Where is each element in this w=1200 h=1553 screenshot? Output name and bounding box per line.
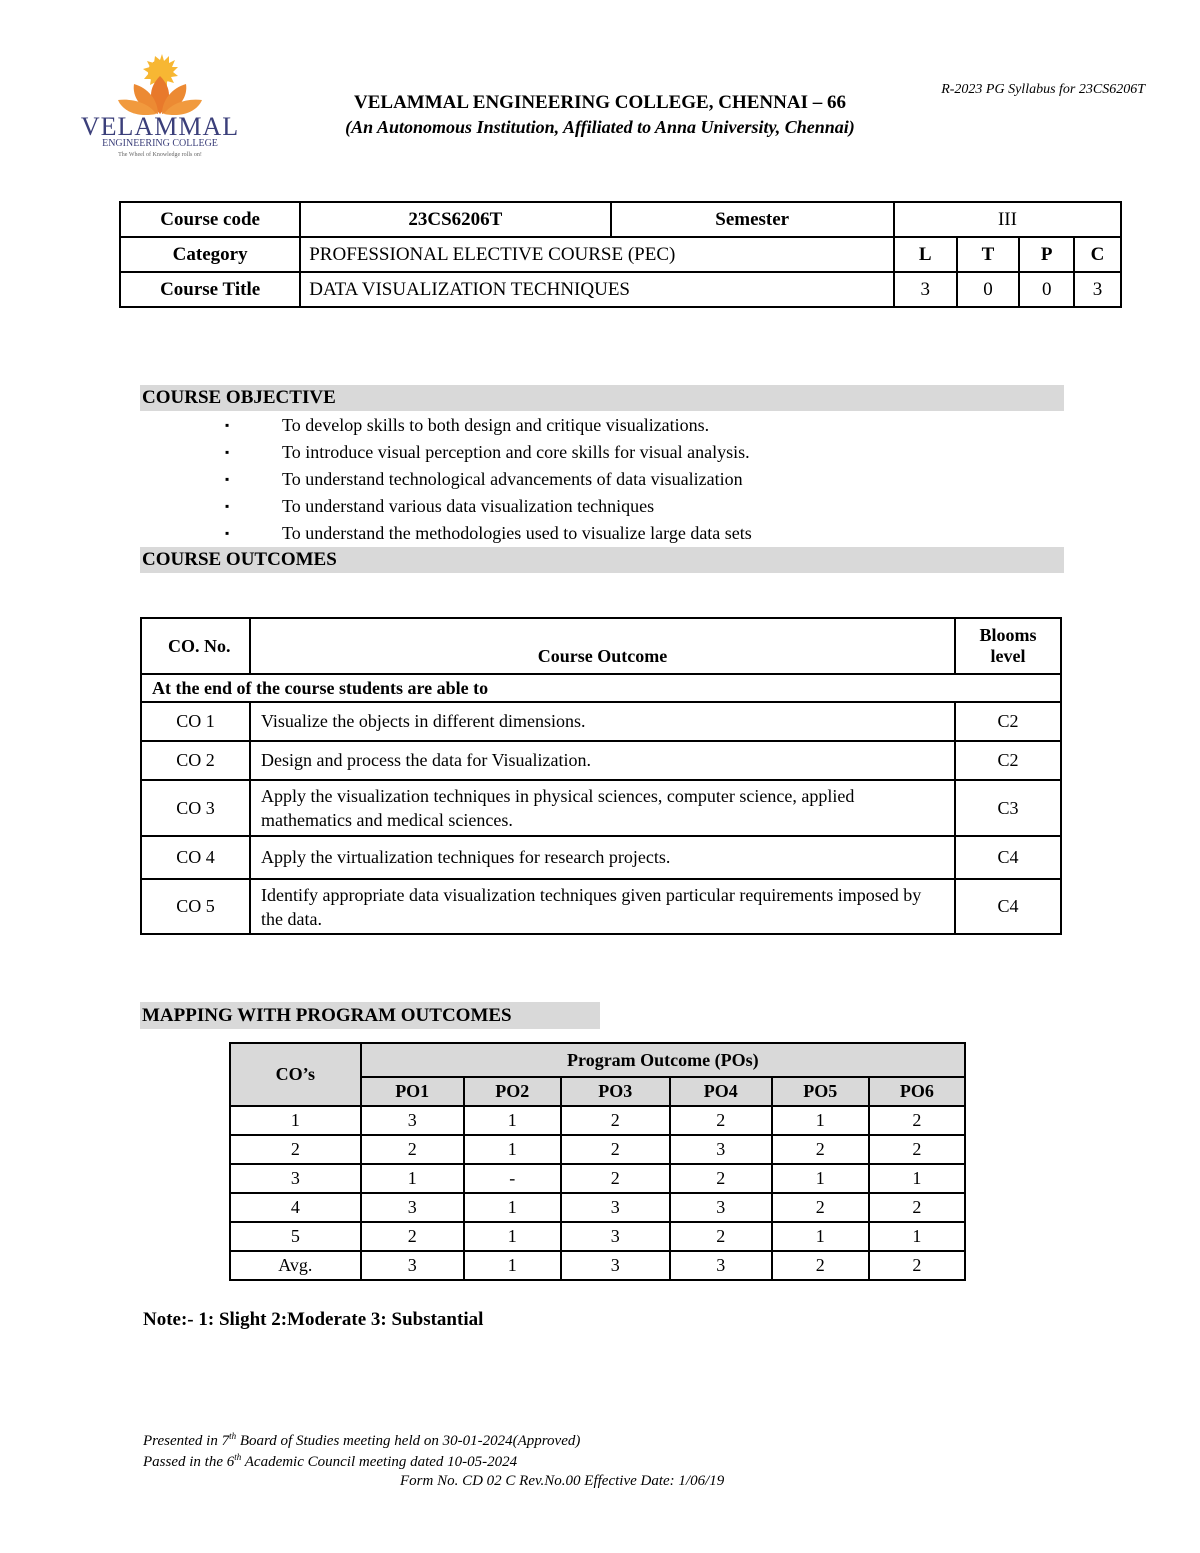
bullet-icon: ▪ [225, 499, 230, 513]
course-title-value: DATA VISUALIZATION TECHNIQUES [300, 272, 894, 307]
po2-header: PO2 [464, 1077, 561, 1106]
mapping-heading: MAPPING WITH PROGRAM OUTCOMES [140, 1002, 600, 1029]
category-label: Category [120, 237, 300, 272]
semester-value: III [894, 202, 1121, 237]
po3-header: PO3 [561, 1077, 670, 1106]
college-name: VELAMMAL ENGINEERING COLLEGE, CHENNAI – 66 [354, 92, 846, 113]
course-code-row [120, 202, 1121, 237]
course-code-value: 23CS6206T [300, 202, 610, 237]
ltpc-header-c: C [1074, 237, 1121, 272]
logo-tagline: The Wheel of Knowledge rolls on! [118, 152, 202, 158]
table-row: 5 2 1 3 2 1 1 [230, 1222, 965, 1251]
table-header-row [141, 618, 1061, 674]
po-group-header: Program Outcome (POs) [361, 1043, 965, 1077]
po6-header: PO6 [869, 1077, 965, 1106]
ltpc-value-c: 3 [1074, 272, 1121, 307]
title-row [120, 272, 1121, 307]
table-row: CO 1 Visualize the objects in different dimensions. C2 [141, 702, 1061, 741]
table-row: 2 2 1 2 3 2 2 [230, 1135, 965, 1164]
list-item: ▪ To understand various data visualization techniques [225, 493, 1125, 520]
logo-subtext: ENGINEERING COLLEGE [102, 138, 218, 149]
college-subtitle: (An Autonomous Institution, Affiliated to Anna University, Chennai) [345, 117, 855, 137]
table-row: 4 3 1 3 3 2 2 [230, 1193, 965, 1222]
college-logo [70, 52, 250, 167]
objectives-list [225, 412, 1125, 547]
ltpc-value-p: 0 [1019, 272, 1074, 307]
table-row: CO 2 Design and process the data for Visualization. C2 [141, 741, 1061, 780]
category-value: PROFESSIONAL ELECTIVE COURSE (PEC) [300, 237, 894, 272]
course-title-label: Course Title [120, 272, 300, 307]
course-objective-heading: COURSE OBJECTIVE [140, 385, 1064, 411]
col-course-outcome: Course Outcome [250, 618, 955, 674]
bullet-icon: ▪ [225, 418, 230, 432]
list-item: ▪ To develop skills to both design and critique visualizations. [225, 412, 1125, 439]
po5-header: PO5 [772, 1077, 869, 1106]
table-row: Avg. 3 1 3 3 2 2 [230, 1251, 965, 1280]
footer-council-line: Passed in the 6th Academic Council meeting dated 10-05-2024 [143, 1452, 518, 1470]
intro-row [141, 674, 1061, 702]
footer-bos-line: Presented in 7th Board of Studies meeting held on 30-01-2024(Approved) [143, 1431, 581, 1449]
ltpc-header-p: P [1019, 237, 1074, 272]
lotus-icon [118, 54, 202, 115]
course-info-table [119, 201, 1122, 308]
ltpc-value-l: 3 [894, 272, 957, 307]
course-outcomes-heading: COURSE OUTCOMES [140, 547, 1064, 573]
table-row: CO 5 Identify appropriate data visualization techniques given particular requirements imposed by the data. C4 [141, 879, 1061, 934]
po4-header: PO4 [670, 1077, 772, 1106]
syllabus-reference: R-2023 PG Syllabus for 23CS6206T [941, 82, 1145, 97]
table-row: CO 3 Apply the visualization techniques in physical sciences, computer science, applied mathematics and medical sciences. C3 [141, 780, 1061, 836]
ltpc-header-l: L [894, 237, 957, 272]
col-blooms-level: Blooms level [955, 618, 1061, 674]
logo-wordmark: VELAMMAL [80, 112, 240, 141]
table-header-row [230, 1043, 965, 1077]
ltpc-value-t: 0 [957, 272, 1020, 307]
category-row [120, 237, 1121, 272]
table-row: 3 1 - 2 2 1 1 [230, 1164, 965, 1193]
table-row: 1 3 1 2 2 1 2 [230, 1106, 965, 1135]
col-co-no: CO. No. [141, 618, 250, 674]
po1-header: PO1 [361, 1077, 464, 1106]
list-item: ▪ To introduce visual perception and core skills for visual analysis. [225, 439, 1125, 466]
course-code-label: Course code [120, 202, 300, 237]
table-row: CO 4 Apply the virtualization techniques for research projects. C4 [141, 836, 1061, 879]
ltpc-header-t: T [957, 237, 1020, 272]
cos-header: CO’s [230, 1043, 361, 1106]
course-outcomes-table [140, 617, 1062, 935]
list-item: ▪ To understand technological advancements of data visualization [225, 466, 1125, 493]
bullet-icon: ▪ [225, 526, 230, 540]
bullet-icon: ▪ [225, 472, 230, 486]
outcomes-intro: At the end of the course students are able to [141, 674, 1061, 702]
semester-label: Semester [611, 202, 894, 237]
bullet-icon: ▪ [225, 445, 230, 459]
list-item: ▪ To understand the methodologies used to visualize large data sets [225, 520, 1125, 547]
po-mapping-table [229, 1042, 966, 1281]
mapping-note: Note:- 1: Slight 2:Moderate 3: Substantial [143, 1309, 484, 1330]
footer-form-number: Form No. CD 02 C Rev.No.00 Effective Date: 1/06/19 [400, 1473, 725, 1489]
